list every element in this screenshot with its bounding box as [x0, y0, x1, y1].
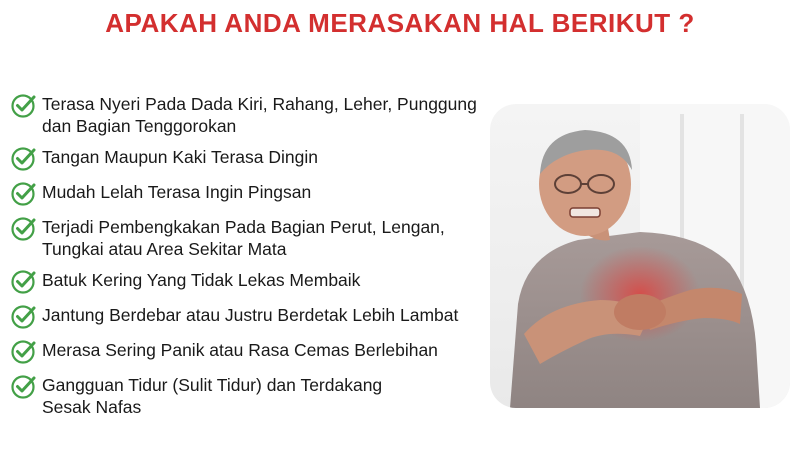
- check-circle-icon: [10, 93, 36, 119]
- symptom-line-2: Tungkai atau Area Sekitar Mata: [42, 239, 287, 259]
- symptom-list: [10, 93, 500, 427]
- symptom-line-1: Terjadi Pembengkakan Pada Bagian Perut, Lengan,: [42, 217, 445, 237]
- symptom-text: [42, 339, 438, 361]
- list-item: [10, 339, 500, 365]
- list-item: [10, 93, 500, 137]
- list-item: [10, 304, 500, 330]
- list-item: [10, 269, 500, 295]
- symptom-line-2: dan Bagian Tenggorokan: [42, 116, 237, 136]
- symptom-line-1: Mudah Lelah Terasa Ingin Pingsan: [42, 182, 312, 202]
- symptom-line-1: Jantung Berdebar atau Justru Berdetak Lebih Lambat: [42, 305, 459, 325]
- man-chest-pain-photo: [490, 104, 790, 408]
- symptom-text: [42, 216, 445, 260]
- symptom-line-1: Tangan Maupun Kaki Terasa Dingin: [42, 147, 318, 167]
- list-item: [10, 146, 500, 172]
- list-item: [10, 181, 500, 207]
- symptom-text: [42, 146, 318, 168]
- symptom-text: [42, 269, 360, 291]
- symptom-text: [42, 304, 458, 326]
- symptom-text: [42, 93, 477, 137]
- list-item: [10, 216, 500, 260]
- check-circle-icon: [10, 181, 36, 207]
- symptom-line-1: Batuk Kering Yang Tidak Lekas Membaik: [42, 270, 361, 290]
- check-circle-icon: [10, 339, 36, 365]
- check-circle-icon: [10, 304, 36, 330]
- list-item: [10, 374, 500, 418]
- check-circle-icon: [10, 269, 36, 295]
- symptom-line-2: Sesak Nafas: [42, 397, 142, 417]
- man-chest-pain-illustration: [490, 104, 790, 408]
- symptom-text: [42, 374, 382, 418]
- symptom-line-1: Gangguan Tidur (Sulit Tidur) dan Terdakang: [42, 375, 383, 395]
- check-circle-icon: [10, 374, 36, 400]
- symptom-text: [42, 181, 311, 203]
- symptom-line-1: Terasa Nyeri Pada Dada Kiri, Rahang, Leher, Punggung: [42, 94, 477, 114]
- symptom-line-1: Merasa Sering Panik atau Rasa Cemas Berlebihan: [42, 340, 438, 360]
- check-circle-icon: [10, 146, 36, 172]
- check-circle-icon: [10, 216, 36, 242]
- page-title: APAKAH ANDA MERASAKAN HAL BERIKUT ?: [105, 8, 695, 38]
